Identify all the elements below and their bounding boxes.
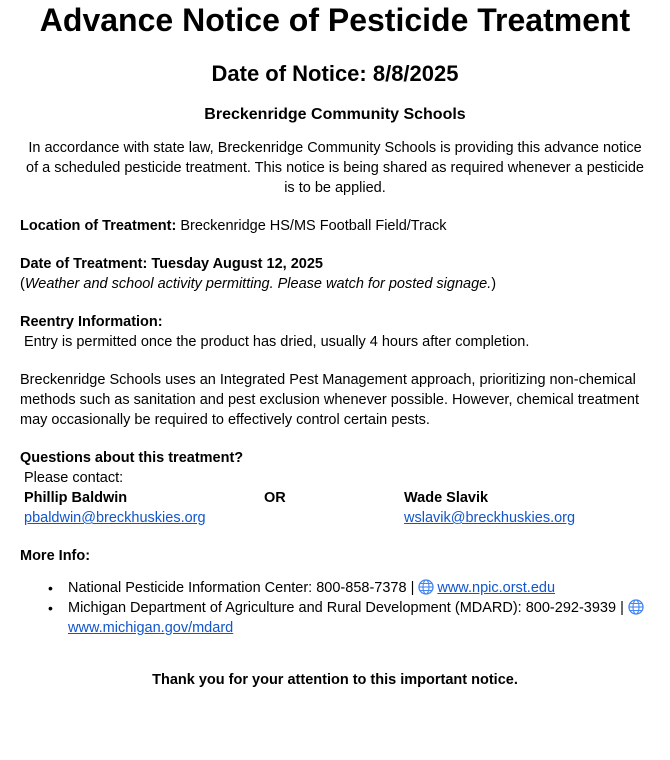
- contact1-name: Phillip Baldwin: [24, 490, 128, 506]
- questions-section: [20, 448, 650, 528]
- please-contact-text: Please contact:: [24, 470, 124, 486]
- contact1-email-link[interactable]: pbaldwin@breckhuskies.org: [24, 510, 206, 526]
- note-close-paren: ): [491, 276, 497, 292]
- organization-name: Breckenridge Community Schools: [204, 106, 466, 123]
- treatment-date-section: [20, 254, 650, 294]
- more-info-section: [20, 546, 650, 638]
- date-of-notice: Date of Notice: 8/8/2025: [211, 61, 459, 86]
- treatment-date-label: Date of Treatment: Tuesday August 12, 2025: [20, 256, 323, 272]
- intro-paragraph: In accordance with state law, Breckenridge Community Schools is providing this advance notice of a scheduled pesticide treatment. This notice is being shared as required whenever a pesticide is to be applied.: [26, 140, 644, 196]
- or-separator: OR: [264, 490, 286, 506]
- globe-icon: [418, 579, 434, 595]
- questions-label: Questions about this treatment?: [20, 450, 244, 466]
- thanks-message: Thank you for your attention to this important notice.: [152, 672, 518, 688]
- ipm-section: [20, 370, 650, 430]
- reentry-section: [20, 312, 650, 352]
- globe-icon: [628, 599, 644, 615]
- treatment-date-note: Weather and school activity permitting. Please watch for posted signage.: [24, 276, 492, 292]
- mdard-link[interactable]: www.michigan.gov/mdard: [68, 620, 234, 636]
- location-label: Location of Treatment:: [20, 218, 177, 234]
- mdard-text: Michigan Department of Agriculture and Rural Development (MDARD): 800-292-3939 |: [68, 600, 628, 616]
- list-item: [48, 578, 650, 598]
- reentry-text: Entry is permitted once the product has dried, usually 4 hours after completion.: [24, 334, 530, 350]
- more-info-label: More Info:: [20, 548, 91, 564]
- npic-text: National Pesticide Information Center: 800-858-7378 |: [68, 580, 419, 596]
- location-value: Breckenridge HS/MS Football Field/Track: [176, 218, 447, 234]
- list-item: [48, 598, 650, 638]
- contact2-name: Wade Slavik: [404, 490, 489, 506]
- contacts-row: [20, 488, 650, 528]
- location-section: [20, 216, 650, 236]
- page-title: Advance Notice of Pesticide Treatment: [39, 2, 631, 38]
- note-open-paren: (: [20, 276, 25, 292]
- npic-link[interactable]: www.npic.orst.edu: [437, 580, 556, 596]
- more-info-list: [20, 578, 650, 638]
- ipm-paragraph: Breckenridge Schools uses an Integrated Pest Management approach, prioritizing non-chemical methods such as sanitation and pest exclusion whenever possible. However, chemical treatment may occasionally be required to effectively control certain pests.: [20, 372, 639, 428]
- contact2-email-link[interactable]: wslavik@breckhuskies.org: [404, 510, 576, 526]
- reentry-label: Reentry Information:: [20, 314, 163, 330]
